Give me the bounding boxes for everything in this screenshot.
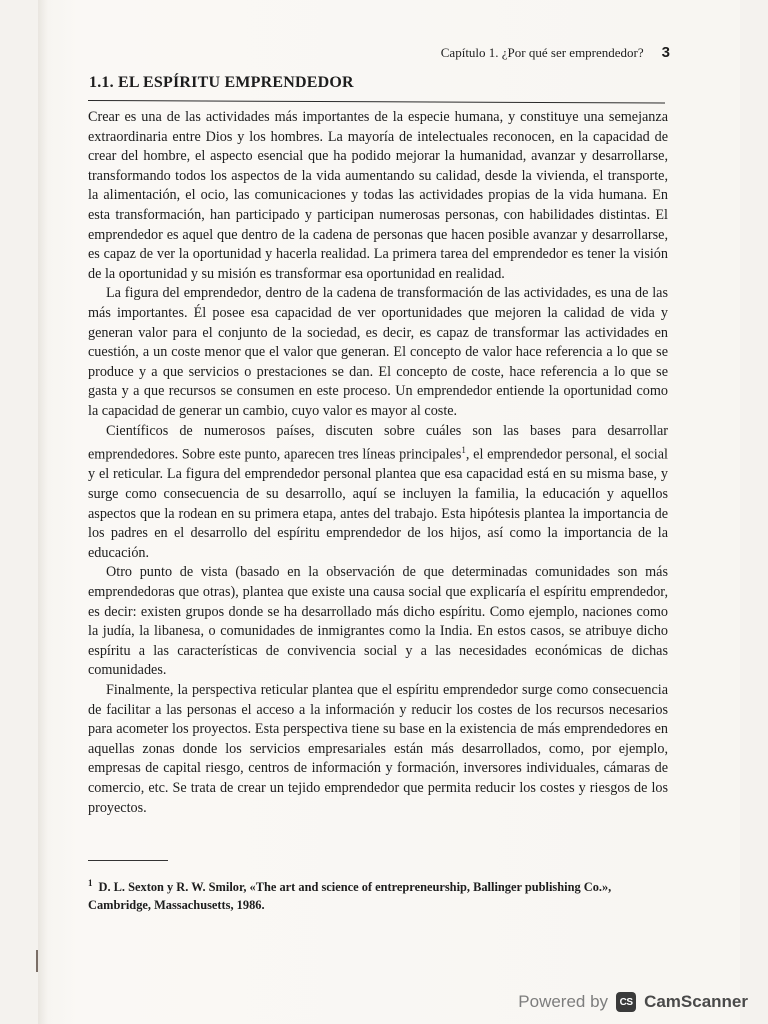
footnote-reference[interactable]: 1 [461, 445, 466, 456]
paragraph-3 [88, 422, 668, 564]
paragraph-4: Otro punto de vista (basado en la observación de que determinadas comunidades son más emprendedoras que otras), plantea que existe una causa social que explicaría el espíritu emprendedor, es decir: existen grupos donde se ha desarrollado más dicho espíritu. Como ejemplo, naciones como la judía, la libanesa, o comunidades de inmigrantes como la India. En estos casos, se atribuye dicho espíritu a las características de convivencia social y a las necesidades económicas de dichas comunidades. [88, 564, 668, 679]
footnote-marker: 1 [88, 878, 93, 888]
camscanner-logo-icon: CS [616, 992, 636, 1012]
body-text [88, 108, 668, 818]
powered-by-label: Powered by [518, 992, 609, 1011]
paragraph-3-part-a: Científicos de numerosos países, discuten sobre cuáles son las bases para desarrollar emprendedores. Sobre este punto, aparecen tres líneas principales [88, 422, 668, 463]
footnote-rule [88, 860, 168, 861]
page-edge-mark [36, 950, 38, 972]
page-number: 3 [661, 44, 670, 61]
paragraph-3-part-b: , el emprendedor personal, el social y el reticular. La figura del emprendedor personal plantea que esa capacidad está en su misma base, y surge como consecuencia de su desarrollo, aquí se incluyen la familia, la educación y aquellos aspectos que la rodean en su primera etapa, antes del trabajo. Esta hipótesis plantea la importancia de los padres en el desarrollo del espíritu emprendedor de los hijos, así como la importancia de la educación. [88, 446, 668, 561]
paragraph-5: Finalmente, la perspectiva reticular plantea que el espíritu emprendedor surge como consecuencia de facilitar a las personas el acceso a la información y reducir los costes de los recursos necesarios para acometer los proyectos. Esta perspectiva tiene su base en la existencia de más emprendedores en aquellas zonas donde los servicios empresariales están más desarrollados, como, por ejemplo, empresas de capital riesgo, centros de información y formación, inversores individuales, cámaras de comercio, etc. Se trata de crear un tejido emprendedor que permita reducir los costes y riesgos de los proyectos. [88, 681, 668, 816]
camscanner-brand: CamScanner [644, 992, 748, 1011]
running-header [380, 44, 670, 61]
section-heading: 1.1. EL ESPÍRITU EMPRENDEDOR [89, 74, 354, 91]
footnote-text: D. L. Sexton y R. W. Smilor, «The art and science of entrepreneurship, Ballinger publishing Co.», Cambridge, Massachusetts, 1986. [88, 880, 612, 913]
paragraph-2: La figura del emprendedor, dentro de la cadena de transformación de las actividades, es una de las más importantes. Él posee esa capacidad de ver oportunidades que mejoren la calidad de vida y generan valor para el conjunto de la sociedad, es decir, es capaz de transformar las actividades en cuestión, a un coste menor que el valor que generan. El concepto de valor hace referencia a lo que se produce y a que servicios o prestaciones se dan. El concepto de coste, hace referencia a lo que se gasta y a que recursos se consumen en este proceso. Un emprendedor entiende la oportunidad como la capacidad de generar un cambio, cuyo valor es mayor al coste. [88, 285, 668, 419]
camscanner-watermark [518, 992, 748, 1012]
paragraph-1: Crear es una de las actividades más importantes de la especie humana, y constituye una semejanza extraordinaria entre Dios y los hombres. La mayoría de intelectuales reconocen, en la capacidad de crear del hombre, el aspecto esencial que ha podido mejorar la humanidad, avanzar y desarrollarse, transformando todos los aspectos de la vida aumentando su calidad, desde la vivienda, el transporte, la alimentación, el ocio, las comunicaciones y todas las actividades propias de la vida humana. En esta transformación, han participado y participan numerosas personas, con habilidades distintas. El emprendedor es aquel que dentro de la cadena de personas que hacen posible avanzar y desarrollarse, es capaz de ver la oportunidad y hacerla realidad. La primera tarea del emprendedor es tener la visión de la oportunidad y su misión es transformar esa oportunidad en realidad. [88, 109, 668, 282]
chapter-title: Capítulo 1. ¿Por qué ser emprendedor? [440, 45, 644, 60]
footnote [88, 874, 666, 914]
